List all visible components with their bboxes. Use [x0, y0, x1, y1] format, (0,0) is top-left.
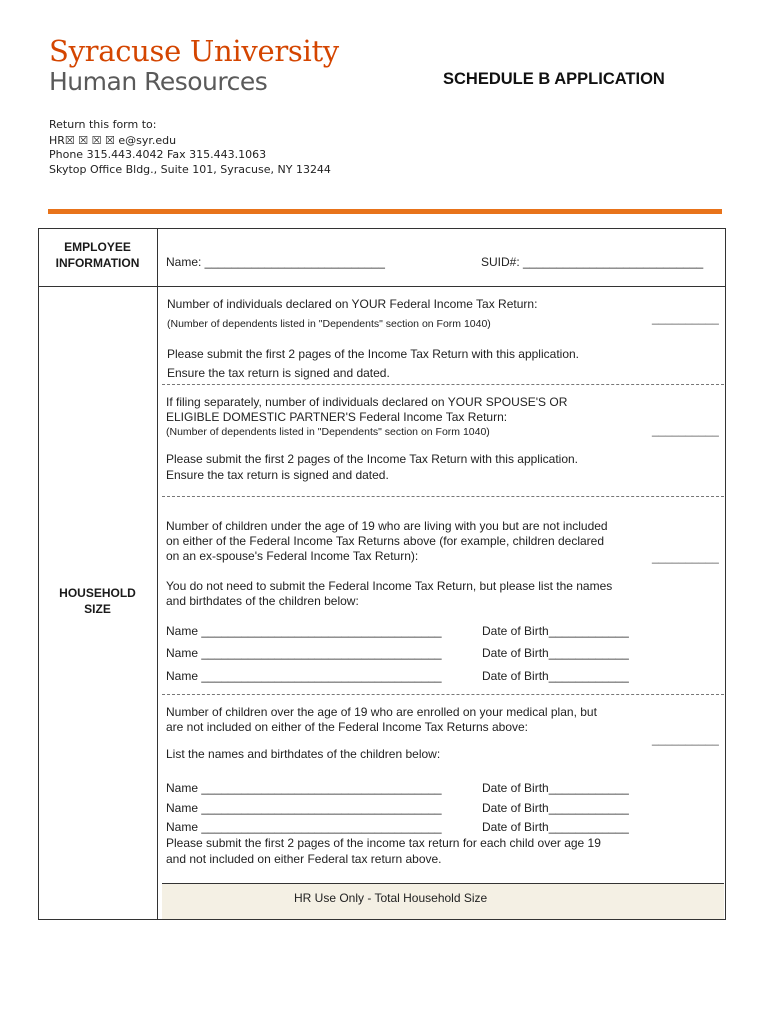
- employee-label-line1: EMPLOYEE: [64, 240, 131, 254]
- s1-count-field[interactable]: __________: [652, 311, 719, 325]
- s2-question-line1: If filing separately, number of individuals declared on YOUR SPOUSE'S OR: [166, 395, 568, 409]
- s4-child-dob-field[interactable]: Date of Birth____________: [482, 781, 629, 795]
- household-size-label: [38, 585, 157, 617]
- s3-child-dob-field[interactable]: Date of Birth____________: [482, 646, 629, 660]
- s1-sign-instruction: Ensure the tax return is signed and dated.: [167, 366, 390, 380]
- hr-use-label: HR Use Only - Total Household Size: [294, 891, 488, 905]
- s3-child-name-field[interactable]: Name ____________________________________: [166, 624, 442, 638]
- s4-question-line1: Number of children over the age of 19 who are enrolled on your medical plan, but: [166, 705, 597, 719]
- name-field[interactable]: Name: ___________________________: [166, 255, 385, 269]
- logo-university-name: Syracuse University: [49, 34, 339, 68]
- employee-label-line2: INFORMATION: [55, 256, 140, 270]
- s4-child-name-field[interactable]: Name ____________________________________: [166, 801, 442, 815]
- s2-note: (Number of dependents listed in "Dependents" section on Form 1040): [166, 426, 490, 438]
- return-address: Skytop Office Bldg., Suite 101, Syracuse, NY 13244: [49, 163, 331, 176]
- s4-list-instruction: List the names and birthdates of the children below:: [166, 747, 441, 761]
- s4-submit-instruction-line1: Please submit the first 2 pages of the income tax return for each child over age 19: [166, 836, 601, 850]
- header-divider: [48, 209, 722, 214]
- s3-instruction-line1: You do not need to submit the Federal Income Tax Return, but please list the names: [166, 579, 613, 593]
- s1-submit-instruction: Please submit the first 2 pages of the Income Tax Return with this application.: [167, 347, 579, 361]
- s4-child-name-field[interactable]: Name ____________________________________: [166, 781, 442, 795]
- s1-note: (Number of dependents listed in "Dependents" section on Form 1040): [167, 318, 491, 330]
- s2-submit-instruction: Please submit the first 2 pages of the Income Tax Return with this application.: [166, 452, 578, 466]
- row-divider: [38, 286, 726, 287]
- section-divider: [162, 496, 724, 497]
- s3-child-dob-field[interactable]: Date of Birth____________: [482, 624, 629, 638]
- s3-child-name-field[interactable]: Name ____________________________________: [166, 646, 442, 660]
- s2-question-line2: ELIGIBLE DOMESTIC PARTNER'S Federal Income Tax Return:: [166, 410, 508, 424]
- s4-question-line2: are not included on either of the Federal Income Tax Returns above:: [166, 720, 528, 734]
- household-label-line2: SIZE: [84, 602, 111, 616]
- suid-field[interactable]: SUID#: ___________________________: [481, 255, 704, 269]
- s3-question-line2: on either of the Federal Income Tax Returns above (for example, children declared: [166, 534, 605, 548]
- form-table: [38, 228, 726, 920]
- s4-count-field[interactable]: __________: [652, 732, 719, 746]
- s3-child-name-field[interactable]: Name ____________________________________: [166, 669, 442, 683]
- return-email: HR☒ ☒ ☒ ☒ e@syr.edu: [49, 134, 177, 147]
- column-divider: [157, 228, 158, 920]
- s2-sign-instruction: Ensure the tax return is signed and dated.: [166, 468, 389, 482]
- section-divider: [162, 384, 724, 385]
- s4-child-name-field[interactable]: Name ____________________________________: [166, 820, 442, 834]
- page-title: SCHEDULE B APPLICATION: [443, 70, 665, 88]
- s4-child-dob-field[interactable]: Date of Birth____________: [482, 801, 629, 815]
- s3-child-dob-field[interactable]: Date of Birth____________: [482, 669, 629, 683]
- s3-instruction-line2: and birthdates of the children below:: [166, 594, 359, 608]
- s3-count-field[interactable]: __________: [652, 550, 719, 564]
- s4-child-dob-field[interactable]: Date of Birth____________: [482, 820, 629, 834]
- household-label-line1: HOUSEHOLD: [59, 586, 136, 600]
- section-divider: [162, 694, 724, 695]
- s1-question: Number of individuals declared on YOUR Federal Income Tax Return:: [167, 297, 538, 311]
- employee-information-label: [38, 239, 157, 271]
- s4-submit-instruction-line2: and not included on either Federal tax return above.: [166, 852, 442, 866]
- s2-count-field[interactable]: __________: [652, 423, 719, 437]
- logo-department-name: Human Resources: [49, 67, 268, 96]
- return-label: Return this form to:: [49, 118, 157, 131]
- s3-question-line3: on an ex-spouse's Federal Income Tax Return):: [166, 549, 419, 563]
- return-phone-fax: Phone 315.443.4042 Fax 315.443.1063: [49, 148, 267, 161]
- s3-question-line1: Number of children under the age of 19 who are living with you but are not included: [166, 519, 608, 533]
